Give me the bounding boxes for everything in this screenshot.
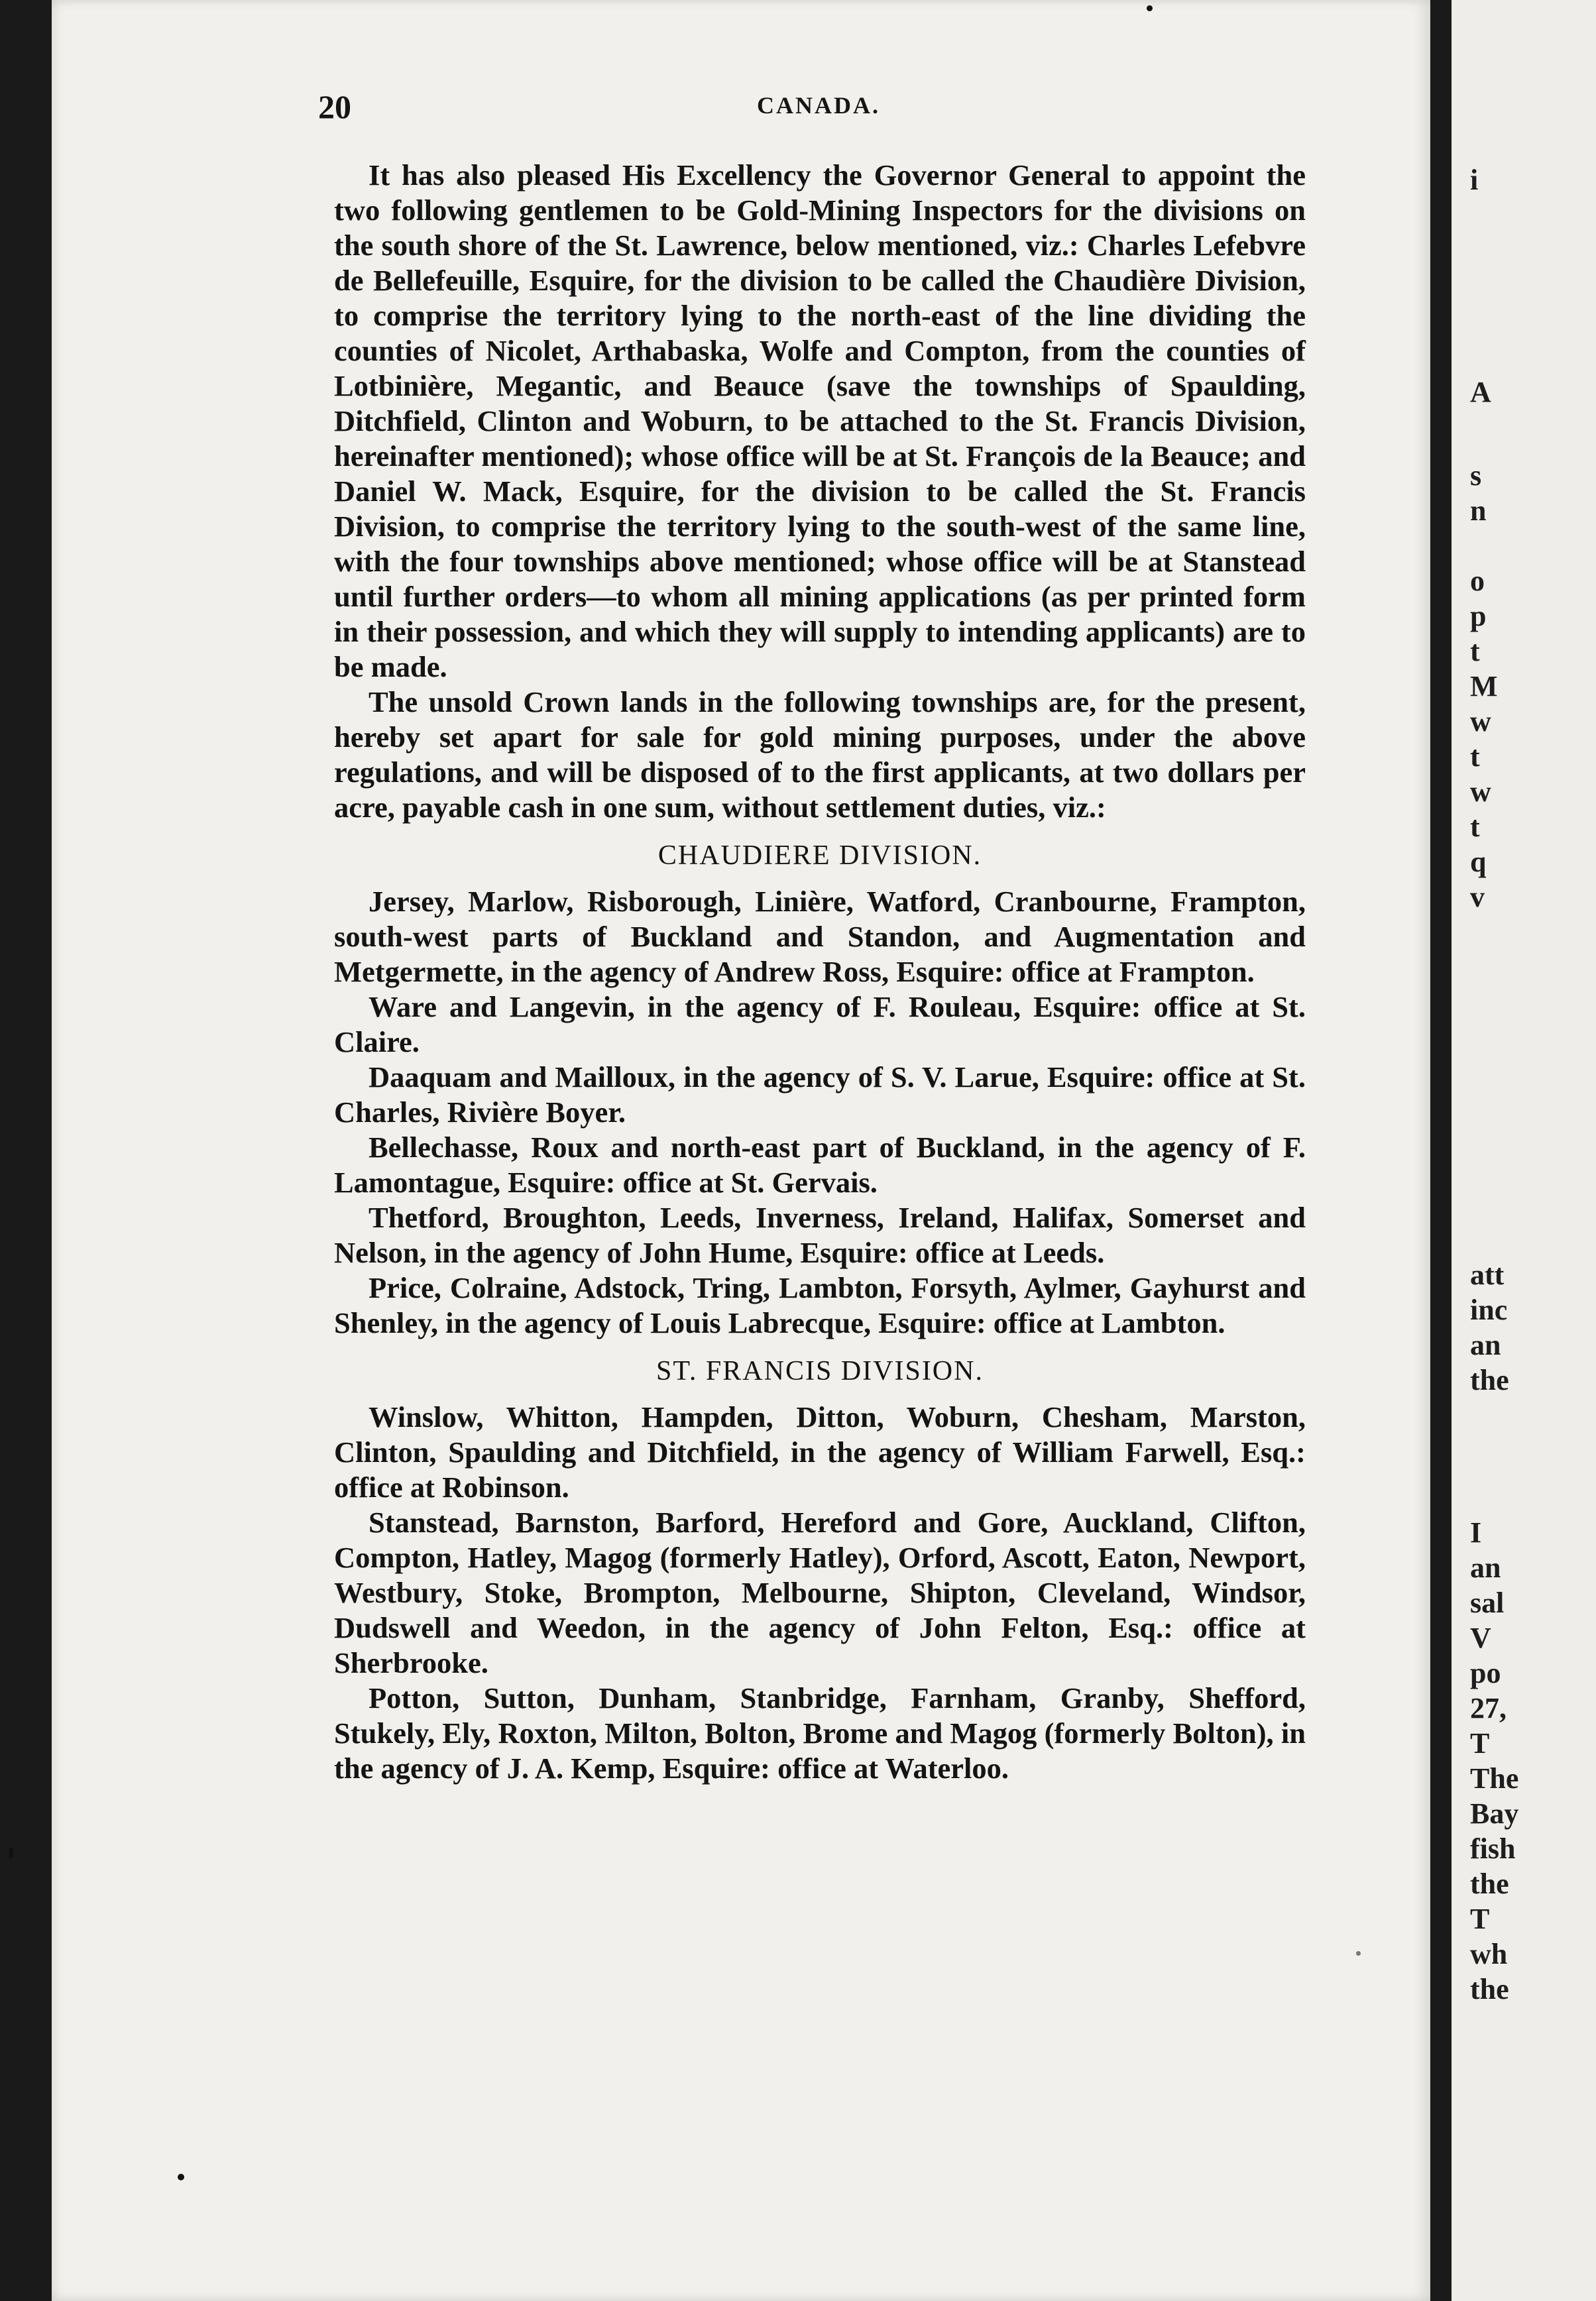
agency-entry: Winslow, Whitton, Hampden, Ditton, Woburn, Chesham, Marston, Clinton, Spaulding and Ditchfield, in the agency of William Farwell, Esq.: office at Robinson. bbox=[334, 1400, 1306, 1504]
fragment-line: I bbox=[1470, 1516, 1482, 1549]
fragment-line: w bbox=[1470, 775, 1491, 808]
fragment-line: w bbox=[1470, 705, 1491, 738]
fragment-line: wh bbox=[1470, 1938, 1508, 1970]
ink-speck bbox=[178, 2174, 184, 2180]
page-text bbox=[334, 158, 1306, 1786]
agency-entry: Daaquam and Mailloux, in the agency of S. V. Larue, Esquire: office at St. Charles, Rivière Boyer. bbox=[334, 1060, 1306, 1129]
running-head bbox=[318, 87, 1319, 127]
fragment-line: Bay bbox=[1470, 1797, 1519, 1830]
ink-speck bbox=[9, 1848, 13, 1858]
fragment-line: q bbox=[1470, 846, 1487, 878]
adjacent-page-fragment bbox=[1452, 0, 1596, 2301]
fragment-line: t bbox=[1470, 811, 1480, 843]
fragment-line: s bbox=[1470, 459, 1482, 492]
fragment-line: 27, bbox=[1470, 1692, 1507, 1724]
fragment-line: p bbox=[1470, 600, 1487, 632]
fragment-line: t bbox=[1470, 635, 1480, 667]
fragment-line: A bbox=[1470, 376, 1491, 408]
agency-entry: Price, Colraine, Adstock, Tring, Lambton, Forsyth, Aylmer, Gayhurst and Shenley, in the agency of Louis Labrecque, Esquire: office at Lambton. bbox=[334, 1271, 1306, 1339]
fragment-line: t bbox=[1470, 740, 1480, 773]
fragment-line: T bbox=[1470, 1903, 1490, 1935]
fragment-line: V bbox=[1470, 1622, 1491, 1654]
agency-entry: Bellechasse, Roux and north-east part of Buckland, in the agency of F. Lamontague, Esquire: office at St. Gervais. bbox=[334, 1131, 1306, 1199]
fragment-line: the bbox=[1470, 1973, 1509, 2005]
ink-speck bbox=[1356, 1951, 1361, 1956]
fragment-line: po bbox=[1470, 1657, 1501, 1689]
fragment-line: T bbox=[1470, 1727, 1490, 1760]
fragment-line: n bbox=[1470, 494, 1487, 527]
running-title: CANADA. bbox=[757, 92, 880, 119]
fragment-line: The bbox=[1470, 1762, 1519, 1795]
fragment-line: M bbox=[1470, 670, 1498, 702]
fragment-line: an bbox=[1470, 1551, 1501, 1584]
chaudiere-division-heading: CHAUDIERE DIVISION. bbox=[657, 840, 982, 871]
st-francis-division-heading: ST. FRANCIS DIVISION. bbox=[656, 1356, 984, 1386]
ink-speck bbox=[1147, 5, 1153, 11]
fragment-line: an bbox=[1470, 1329, 1501, 1361]
fragment-line: att bbox=[1470, 1259, 1505, 1291]
fragment-line: fish bbox=[1470, 1832, 1516, 1865]
intro-paragraph: It has also pleased His Excellency the Governor General to appoint the two following gentlemen to be Gold-Mining Inspectors for the divisions on the south shore of the St. Lawrence, below mentioned, viz.: Charles Lefebvre de Bellefeuille, Esquire, for the division to be called the Chaudière Division, to comprise the territory lying to the north-east of the line dividing the counties of Nicolet, Arthabaska, Wolfe and Compton, from the counties of Lotbinière, Megantic, and Beauce (save the townships of Spaulding, Ditchfield, Clinton and Woburn, to be attached to the St. Francis Division, hereinafter mentioned); whose office will be at St. François de la Beauce; and Daniel W. Mack, Esquire, for the division to be called the St. Francis Division, to comprise the territory lying to the south-west of the same line, with the four townships above mentioned; whose office will be at Stanstead until further orders—to whom all mining applications (as per printed form in their possession, and which they will supply to intending applicants) are to be made. bbox=[334, 158, 1306, 683]
agency-entry: Jersey, Marlow, Risborough, Linière, Watford, Cranbourne, Frampton, south-west parts of Buckland and Standon, and Augmentation and Metgermette, in the agency of Andrew Ross, Esquire: office at Frampton. bbox=[334, 885, 1306, 988]
fragment-line: the bbox=[1470, 1364, 1509, 1396]
fragment-line: v bbox=[1470, 881, 1485, 913]
fragment-line: i bbox=[1470, 164, 1479, 196]
agency-entry: Potton, Sutton, Dunham, Stanbridge, Farnham, Granby, Shefford, Stukely, Ely, Roxton, Milton, Bolton, Brome and Magog (formerly Bolton), in the agency of J. A. Kemp, Esquire: office at Waterloo. bbox=[334, 1681, 1306, 1785]
fragment-line: o bbox=[1470, 565, 1485, 597]
agency-entry: Stanstead, Barnston, Barford, Hereford and Gore, Auckland, Clifton, Compton, Hatley, Magog (formerly Hatley), Orford, Ascott, Eaton, Newport, Westbury, Stoke, Brompton, Melbourne, Shipton, Cleveland, Windsor, Dudswell and Weedon, in the agency of John Felton, Esq.: office at Sherbrooke. bbox=[334, 1506, 1306, 1679]
agency-entry: Thetford, Broughton, Leeds, Inverness, Ireland, Halifax, Somerset and Nelson, in the agency of John Hume, Esquire: office at Leeds. bbox=[334, 1201, 1306, 1269]
agency-entry: Ware and Langevin, in the agency of F. Rouleau, Esquire: office at St. Claire. bbox=[334, 990, 1306, 1058]
page-number: 20 bbox=[318, 88, 351, 125]
lands-paragraph: The unsold Crown lands in the following townships are, for the present, hereby set apart for sale for gold mining purposes, under the above regulations, and will be disposed of to the first applicants, at two dollars per acre, payable cash in one sum, without settlement duties, viz.: bbox=[334, 685, 1306, 824]
fragment-line: inc bbox=[1470, 1294, 1508, 1326]
fragment-line: sal bbox=[1470, 1587, 1505, 1619]
fragment-line: the bbox=[1470, 1868, 1509, 1900]
